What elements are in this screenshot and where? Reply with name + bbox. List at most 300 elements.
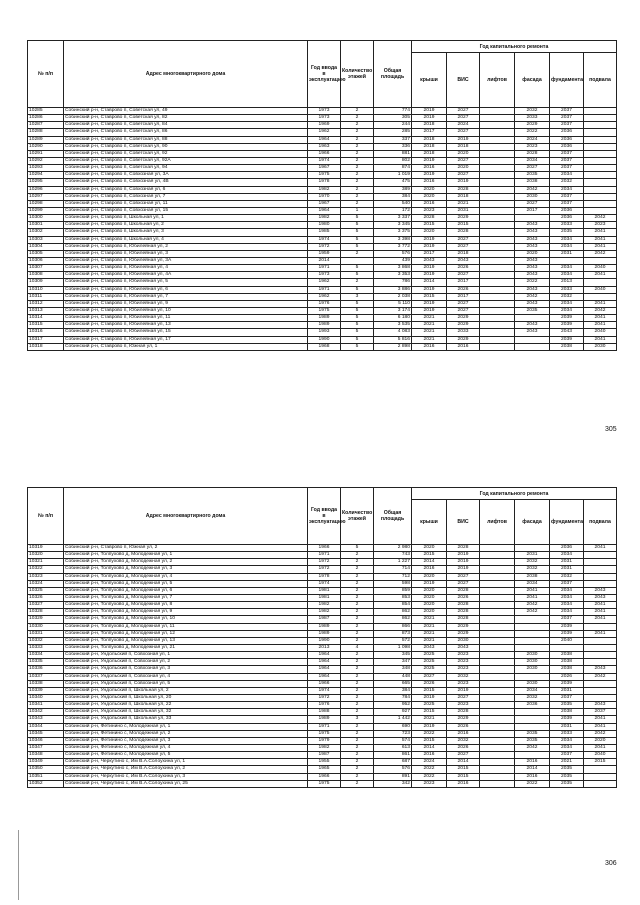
table-row <box>28 759 617 766</box>
cell-roof-year: 2019 <box>412 157 447 164</box>
cell-address: Собинский р-н, Ставрово п, Юбилейная ул, 11 <box>64 315 308 322</box>
cell-facade-year: 2031 <box>515 552 550 559</box>
cell-facade-year: 2042 <box>515 744 550 751</box>
cell-year-built: 1964 <box>308 673 341 680</box>
cell-basement-year <box>584 257 617 264</box>
cell-foundation-year: 2032 <box>550 179 584 186</box>
cell-total-area: 574 <box>374 737 412 744</box>
cell-row-number: 10289 <box>28 136 64 143</box>
cell-foundation-year: 2043 <box>550 329 584 336</box>
cell-roof-year: 2014 <box>412 744 447 751</box>
cell-address: Собинский р-н, Фетинино с, Молодежная ул, 4 <box>64 744 308 751</box>
cell-address: Собинский р-н, Ундольский п, Школьная ул, 22 <box>64 702 308 709</box>
cell-address: Собинский р-н, Ставрово п, Совхозная ул, 3А <box>64 172 308 179</box>
cell-vis-year: 2023 <box>447 680 480 687</box>
cell-facade-year <box>515 343 550 350</box>
cell-basement-year: 2041 <box>584 609 617 616</box>
cell-facade-year: 2023 <box>515 143 550 150</box>
table-row <box>28 150 617 157</box>
cell-lift-year <box>480 315 515 322</box>
cell-row-number: 10328 <box>28 609 64 616</box>
cell-year-built: 1964 <box>308 659 341 666</box>
cell-floors: 2 <box>341 730 374 737</box>
cell-year-built: 1972 <box>308 243 341 250</box>
cell-floors: 2 <box>341 179 374 186</box>
cell-roof-year: 2023 <box>412 780 447 787</box>
cell-address: Собинский р-н, Ставрово п, Юбилейная ул, 7 <box>64 293 308 300</box>
cell-year-built: 1981 <box>308 587 341 594</box>
cell-year-built: 1964 <box>308 136 341 143</box>
cell-address: Собинский р-н, Ставрово п, Совхозная ул, 15 <box>64 207 308 214</box>
col-repair-header: Год капитального ремонта <box>412 488 617 500</box>
cell-floors: 2 <box>341 680 374 687</box>
cell-address: Собинский р-н, Ставрово п, Юбилейная ул, 2 <box>64 243 308 250</box>
cell-row-number: 10301 <box>28 222 64 229</box>
cell-roof-year: 2023 <box>412 207 447 214</box>
cell-year-built: 1982 <box>308 186 341 193</box>
col-floors-header: Количество этажей <box>341 41 374 108</box>
cell-lift-year <box>480 136 515 143</box>
cell-basement-year: 2041 <box>584 336 617 343</box>
cell-address: Собинский р-н, Черкутино с, Им В.А.Солоухина ул, 3 <box>64 773 308 780</box>
cell-floors: 2 <box>341 136 374 143</box>
cell-basement-year: 2043 <box>584 702 617 709</box>
cell-year-built: 1967 <box>308 165 341 172</box>
cell-year-built: 1989 <box>308 630 341 637</box>
cell-basement-year <box>584 186 617 193</box>
cell-total-area: 927 <box>374 709 412 716</box>
cell-foundation-year: 2031 <box>550 559 584 566</box>
cell-year-built: 1972 <box>308 559 341 566</box>
cell-facade-year: 2035 <box>515 737 550 744</box>
cell-total-area: 862 <box>374 616 412 623</box>
cell-vis-year: 2021 <box>447 200 480 207</box>
cell-total-area: 3 886 <box>374 286 412 293</box>
cell-roof-year: 2018 <box>412 143 447 150</box>
cell-vis-year: 2027 <box>447 300 480 307</box>
cell-floors: 2 <box>341 623 374 630</box>
cell-total-area: 723 <box>374 730 412 737</box>
cell-floors: 5 <box>341 315 374 322</box>
cell-row-number: 10311 <box>28 293 64 300</box>
cell-lift-year <box>480 122 515 129</box>
cell-basement-year: 2041 <box>584 723 617 730</box>
cell-total-area: 1 227 <box>374 559 412 566</box>
cell-lift-year <box>480 623 515 630</box>
cell-vis-year: 2017 <box>447 293 480 300</box>
cell-total-area: 439 <box>374 257 412 264</box>
table-row <box>28 709 617 716</box>
cell-vis-year: 2027 <box>447 115 480 122</box>
cell-address: Собинский р-н, Черкутино с, Им В.А.Солоухина ул, 1 <box>64 759 308 766</box>
cell-basement-year: 2042 <box>584 250 617 257</box>
cell-total-area: 342 <box>374 780 412 787</box>
cell-row-number: 10330 <box>28 623 64 630</box>
cell-total-area: 687 <box>374 759 412 766</box>
cell-total-area: 347 <box>374 659 412 666</box>
table-row <box>28 257 617 264</box>
cell-row-number: 10343 <box>28 716 64 723</box>
cell-floors: 2 <box>341 694 374 701</box>
cell-vis-year: 2018 <box>447 143 480 150</box>
cell-address: Собинский р-н, Ставрово п, Советская ул, 49 <box>64 108 308 115</box>
cell-floors <box>341 257 374 264</box>
table-row <box>28 666 617 673</box>
cell-foundation-year: 2034 <box>550 243 584 250</box>
cell-address: Собинский р-н, Ставрово п, Южная ул, 1 <box>64 343 308 350</box>
cell-floors: 2 <box>341 759 374 766</box>
cell-year-built: 1969 <box>308 122 341 129</box>
cell-vis-year: 2018 <box>447 193 480 200</box>
cell-row-number: 10290 <box>28 143 64 150</box>
cell-basement-year: 2041 <box>584 322 617 329</box>
table-row <box>28 207 617 214</box>
cell-facade-year: 2043 <box>515 265 550 272</box>
cell-total-area: 4 083 <box>374 329 412 336</box>
cell-basement-year: 2037 <box>584 709 617 716</box>
cell-roof-year: 2018 <box>412 150 447 157</box>
cell-lift-year <box>480 659 515 666</box>
cell-facade-year: 2020 <box>515 250 550 257</box>
cell-roof-year: 2015 <box>412 552 447 559</box>
cell-address: Собинский р-н, Толпухово д, Молодежная ул, 4 <box>64 573 308 580</box>
cell-year-built: 1987 <box>308 616 341 623</box>
cell-vis-year: 2028 <box>447 229 480 236</box>
cell-roof-year: 2021 <box>412 716 447 723</box>
cell-vis-year: 2017 <box>447 279 480 286</box>
cell-vis-year: 2026 <box>447 744 480 751</box>
cell-roof-year: 2019 <box>412 172 447 179</box>
cell-row-number: 10317 <box>28 336 64 343</box>
cell-address: Собинский р-н, Ставрово п, Юбилейная ул, 10 <box>64 307 308 314</box>
cell-basement-year <box>584 552 617 559</box>
cell-roof-year: 2020 <box>412 573 447 580</box>
table-row <box>28 637 617 644</box>
cell-basement-year: 2040 <box>584 329 617 336</box>
cell-floors: 2 <box>341 200 374 207</box>
cell-vis-year: 2029 <box>447 716 480 723</box>
cell-year-built: 1973 <box>308 272 341 279</box>
cell-roof-year: 2026 <box>412 680 447 687</box>
cell-roof-year: 2021 <box>412 315 447 322</box>
cell-vis-year: 2029 <box>447 315 480 322</box>
cell-vis-year: 2028 <box>447 587 480 594</box>
cell-roof-year: 2019 <box>412 243 447 250</box>
cell-vis-year: 2027 <box>447 307 480 314</box>
cell-year-built: 1982 <box>308 602 341 609</box>
cell-total-area: 244 <box>374 122 412 129</box>
cell-total-area: 802 <box>374 157 412 164</box>
cell-row-number: 10285 <box>28 108 64 115</box>
cell-basement-year: 2042 <box>584 215 617 222</box>
cell-lift-year <box>480 716 515 723</box>
cell-address: Собинский р-н, Ундольский п, Совхозная ул, 2 <box>64 659 308 666</box>
table-row <box>28 215 617 222</box>
cell-foundation-year: 2034 <box>550 737 584 744</box>
cell-total-area: 3 398 <box>374 236 412 243</box>
cell-total-area: 952 <box>374 702 412 709</box>
cell-floors: 2 <box>341 709 374 716</box>
table-row <box>28 744 617 751</box>
table-row <box>28 752 617 759</box>
cell-floors: 2 <box>341 652 374 659</box>
col-year-header: Год ввода в эксплуатацию <box>308 41 341 108</box>
table-row <box>28 602 617 609</box>
col-area-header: Общая площадь <box>374 488 412 545</box>
cell-total-area: 1 098 <box>374 644 412 651</box>
cell-basement-year <box>584 150 617 157</box>
cell-floors: 5 <box>341 322 374 329</box>
cell-facade-year <box>515 630 550 637</box>
cell-vis-year: 2043 <box>447 644 480 651</box>
cell-facade-year <box>515 623 550 630</box>
cell-total-area: 384 <box>374 687 412 694</box>
table-row <box>28 644 617 651</box>
cell-basement-year: 2042 <box>584 730 617 737</box>
table-row <box>28 652 617 659</box>
cell-roof-year: 2019 <box>412 236 447 243</box>
col-year-header: Год ввода в эксплуатацию <box>308 488 341 545</box>
cell-lift-year <box>480 587 515 594</box>
table-row <box>28 552 617 559</box>
cell-facade-year <box>515 315 550 322</box>
cell-year-built: 1972 <box>308 566 341 573</box>
col-vis-header: ВИС <box>447 500 480 545</box>
col-address-header: Адрес многоквартирного дома <box>64 41 308 108</box>
cell-lift-year <box>480 773 515 780</box>
table-row <box>28 630 617 637</box>
cell-floors: 2 <box>341 150 374 157</box>
cell-total-area: 475 <box>374 179 412 186</box>
cell-total-area: 2 038 <box>374 293 412 300</box>
table-row <box>28 108 617 115</box>
cell-basement-year: 2020 <box>584 737 617 744</box>
cell-row-number: 10352 <box>28 780 64 787</box>
cell-foundation-year: 2037 <box>550 165 584 172</box>
table-row <box>28 172 617 179</box>
cell-foundation-year: 2021 <box>550 759 584 766</box>
cell-address: Собинский р-н, Ставрово п, Совхозная ул, 4В <box>64 179 308 186</box>
cell-foundation-year: 2032 <box>550 293 584 300</box>
cell-foundation-year: 2034 <box>550 272 584 279</box>
cell-total-area: 714 <box>374 566 412 573</box>
table-row <box>28 594 617 601</box>
cell-basement-year: 2041 <box>584 744 617 751</box>
cell-foundation-year: 2038 <box>550 659 584 666</box>
cell-floors: 2 <box>341 193 374 200</box>
cell-row-number: 10320 <box>28 552 64 559</box>
col-repair-header: Год капитального ремонта <box>412 41 617 53</box>
table-row <box>28 766 617 773</box>
cell-roof-year: 2015 <box>412 709 447 716</box>
cell-floors: 5 <box>341 307 374 314</box>
cell-vis-year: 2028 <box>447 602 480 609</box>
cell-year-built: 1962 <box>308 129 341 136</box>
table-row <box>28 193 617 200</box>
cell-foundation-year: 2038 <box>550 343 584 350</box>
cell-roof-year: 2021 <box>412 623 447 630</box>
cell-year-built: 1970 <box>308 193 341 200</box>
cell-foundation-year: 2034 <box>550 552 584 559</box>
cell-floors: 2 <box>341 609 374 616</box>
cell-year-built: 1971 <box>308 723 341 730</box>
table-row <box>28 115 617 122</box>
cell-address: Собинский р-н, Ундольский п, Совхозная ул, 1 <box>64 652 308 659</box>
cell-foundation-year: 2037 <box>550 200 584 207</box>
table-row <box>28 723 617 730</box>
cell-vis-year: 2032 <box>447 673 480 680</box>
page-number: 305 <box>605 426 617 433</box>
col-vis-header: ВИС <box>447 53 480 108</box>
cell-facade-year: 2032 <box>515 108 550 115</box>
cell-floors: 2 <box>341 752 374 759</box>
cell-basement-year: 2041 <box>584 602 617 609</box>
cell-basement-year: 2040 <box>584 752 617 759</box>
cell-row-number: 10300 <box>28 215 64 222</box>
cell-lift-year <box>480 744 515 751</box>
cell-facade-year <box>515 644 550 651</box>
cell-roof-year: 2017 <box>412 129 447 136</box>
cell-basement-year: 2041 <box>584 300 617 307</box>
cell-basement-year <box>584 687 617 694</box>
cell-vis-year: 2029 <box>447 623 480 630</box>
cell-roof-year: 2024 <box>412 759 447 766</box>
cell-roof-year: 2021 <box>412 637 447 644</box>
cell-address: Собинский р-н, Черкутино с, Им В.А.Солоухина ул, 2 <box>64 766 308 773</box>
cell-foundation-year: 2026 <box>550 673 584 680</box>
cell-floors: 5 <box>341 286 374 293</box>
register-table-page-306 <box>27 487 616 788</box>
cell-year-built: 1971 <box>308 552 341 559</box>
cell-roof-year: 2020 <box>412 602 447 609</box>
cell-floors: 2 <box>341 552 374 559</box>
cell-row-number: 10341 <box>28 702 64 709</box>
cell-facade-year: 2032 <box>515 559 550 566</box>
cell-roof-year: 2016 <box>412 343 447 350</box>
table-body <box>28 108 617 351</box>
cell-address: Собинский р-н, Ставрово п, Школьная ул, 3 <box>64 229 308 236</box>
cell-vis-year: 2026 <box>447 286 480 293</box>
cell-year-built: 1981 <box>308 594 341 601</box>
cell-row-number: 10348 <box>28 752 64 759</box>
cell-facade-year <box>515 709 550 716</box>
cell-vis-year: 2027 <box>447 694 480 701</box>
cell-floors: 2 <box>341 580 374 587</box>
cell-foundation-year: 2039 <box>550 630 584 637</box>
cell-row-number: 10313 <box>28 307 64 314</box>
cell-basement-year <box>584 652 617 659</box>
cell-vis-year: 2026 <box>447 594 480 601</box>
cell-vis-year: 2027 <box>447 272 480 279</box>
table-body <box>28 545 617 788</box>
cell-vis-year: 2023 <box>447 702 480 709</box>
cell-basement-year: 2041 <box>584 272 617 279</box>
cell-foundation-year: 2039 <box>550 716 584 723</box>
cell-year-built: 1973 <box>308 108 341 115</box>
cell-row-number: 10325 <box>28 587 64 594</box>
cell-year-built: 1989 <box>308 623 341 630</box>
cell-vis-year: 2019 <box>447 136 480 143</box>
cell-roof-year: 2019 <box>412 307 447 314</box>
table-row <box>28 336 617 343</box>
cell-lift-year <box>480 336 515 343</box>
cell-lift-year <box>480 250 515 257</box>
cell-facade-year: 2041 <box>515 587 550 594</box>
cell-foundation-year: 2036 <box>550 215 584 222</box>
cell-total-area: 598 <box>374 580 412 587</box>
cell-floors: 5 <box>341 336 374 343</box>
table-row <box>28 122 617 129</box>
cell-lift-year <box>480 552 515 559</box>
cell-floors: 2 <box>341 737 374 744</box>
cell-address: Собинский р-н, Толпухово д, Молодежная ул, 5 <box>64 580 308 587</box>
cell-facade-year <box>515 215 550 222</box>
cell-foundation-year: 2036 <box>550 207 584 214</box>
table-row <box>28 623 617 630</box>
cell-vis-year: 2015 <box>447 222 480 229</box>
cell-vis-year: 2015 <box>447 766 480 773</box>
cell-floors: 5 <box>341 236 374 243</box>
cell-basement-year <box>584 136 617 143</box>
cell-address: Собинский р-н, Ставрово п, Юбилейная ул, 6 <box>64 286 308 293</box>
cell-roof-year: 2015 <box>412 687 447 694</box>
cell-roof-year: 2015 <box>412 222 447 229</box>
cell-foundation-year: 2035 <box>550 229 584 236</box>
cell-vis-year: 2028 <box>447 616 480 623</box>
cell-basement-year <box>584 165 617 172</box>
cell-year-built: 1971 <box>308 265 341 272</box>
cell-basement-year <box>584 143 617 150</box>
cell-vis-year: 2027 <box>447 129 480 136</box>
cell-address: Собинский р-н, Ставрово п, Южная ул, 2 <box>64 545 308 552</box>
cell-lift-year <box>480 286 515 293</box>
cell-facade-year: 2027 <box>515 165 550 172</box>
cell-foundation-year: 2013 <box>550 279 584 286</box>
cell-total-area: 774 <box>374 108 412 115</box>
col-address-header: Адрес многоквартирного дома <box>64 488 308 545</box>
cell-facade-year <box>515 723 550 730</box>
table-row <box>28 559 617 566</box>
cell-total-area: 743 <box>374 552 412 559</box>
cell-address: Собинский р-н, Ставрово п, Советская ул, 86 <box>64 129 308 136</box>
cell-vis-year: 2014 <box>447 759 480 766</box>
cell-roof-year: 2025 <box>412 666 447 673</box>
cell-facade-year: 2022 <box>515 279 550 286</box>
col-foundation-header: фундамента <box>550 500 584 545</box>
cell-address: Собинский р-н, Ставрово п, Школьная ул, 1 <box>64 215 308 222</box>
cell-lift-year <box>480 702 515 709</box>
cell-year-built: 1968 <box>308 343 341 350</box>
cell-year-built: 1974 <box>308 687 341 694</box>
table-row <box>28 716 617 723</box>
cell-roof-year: 2021 <box>412 336 447 343</box>
cell-vis-year: 2026 <box>447 265 480 272</box>
cell-total-area: 859 <box>374 587 412 594</box>
table-row <box>28 329 617 336</box>
cell-row-number: 10342 <box>28 709 64 716</box>
cell-foundation-year: 2033 <box>550 286 584 293</box>
col-lift-header: лифтов <box>480 53 515 108</box>
table-row <box>28 286 617 293</box>
cell-foundation-year: 2034 <box>550 602 584 609</box>
table-row <box>28 293 617 300</box>
cell-foundation-year: 2037 <box>550 616 584 623</box>
cell-total-area: 3 353 <box>374 272 412 279</box>
cell-roof-year: 2021 <box>412 329 447 336</box>
cell-foundation-year: 2037 <box>550 694 584 701</box>
cell-foundation-year: 2037 <box>550 115 584 122</box>
cell-lift-year <box>480 222 515 229</box>
